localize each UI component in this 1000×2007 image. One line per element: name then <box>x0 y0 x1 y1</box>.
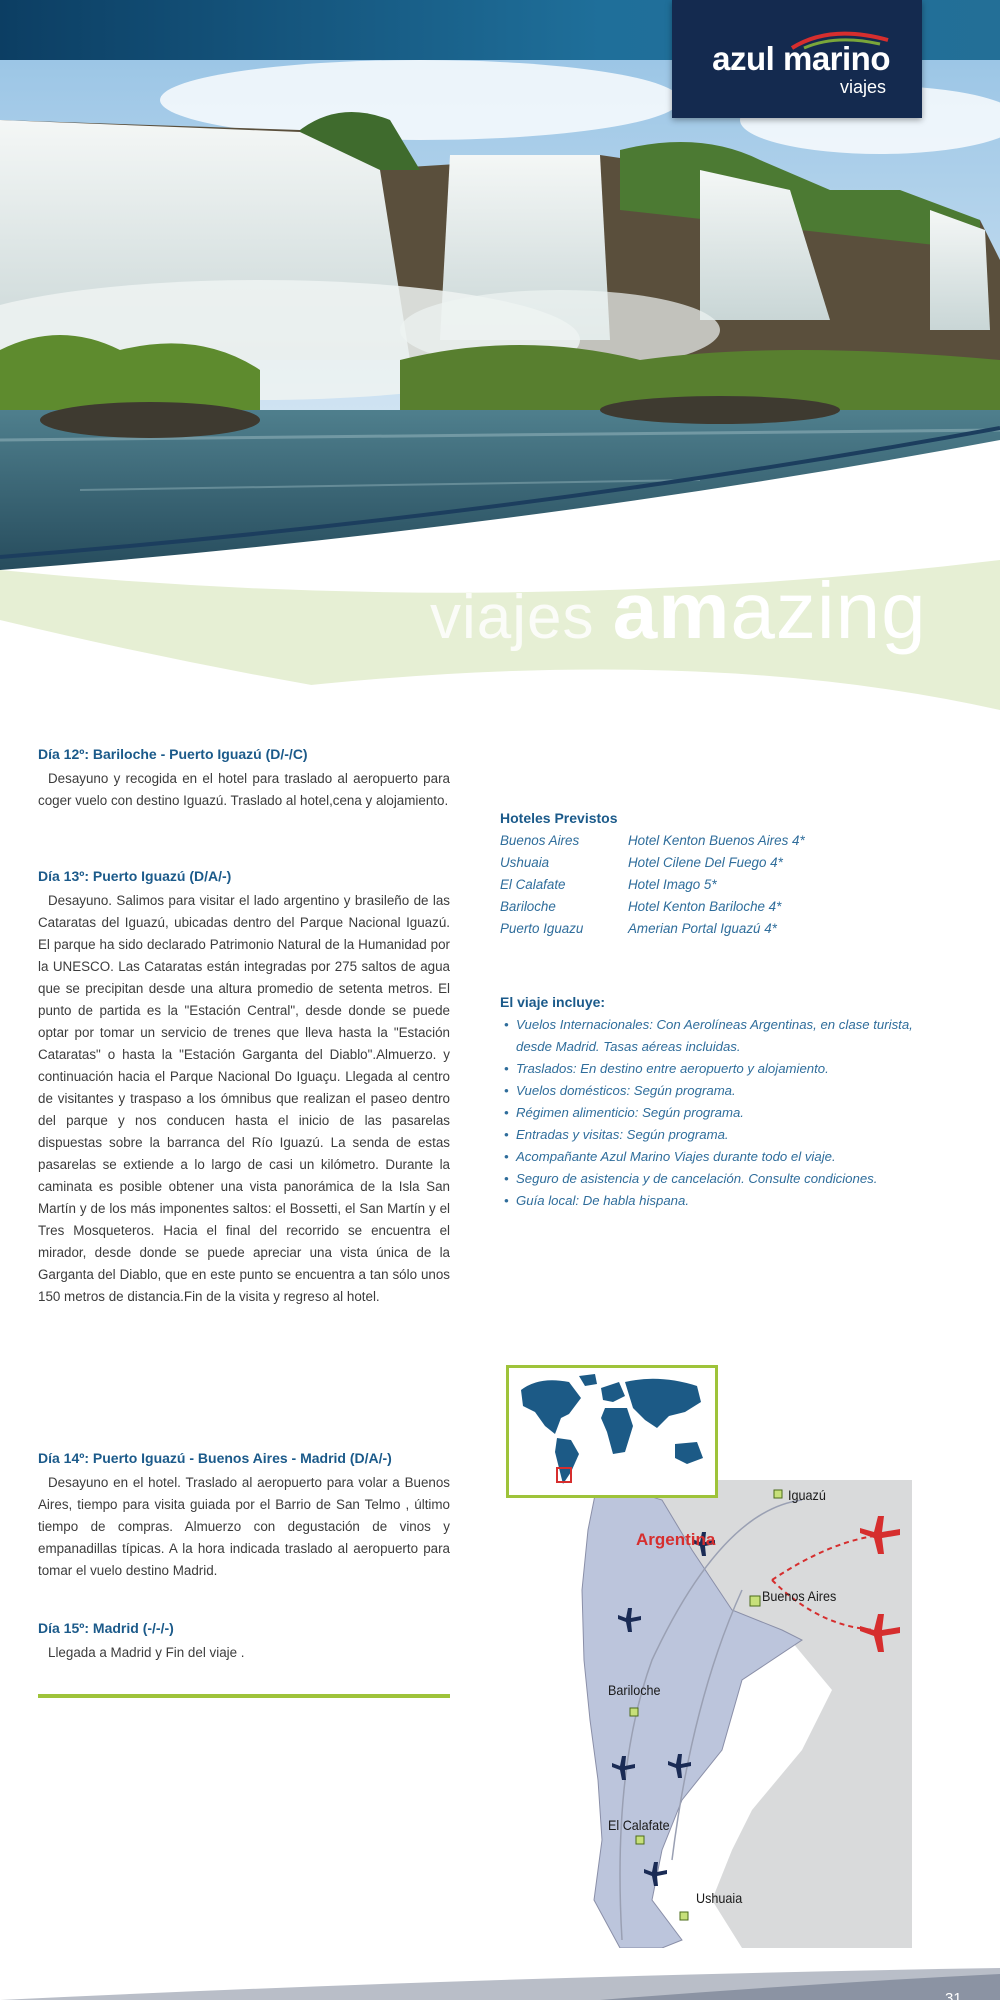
hero-photo <box>0 60 1000 580</box>
hotel-row: Ushuaia Hotel Cilene Del Fuego 4* <box>500 855 783 870</box>
day-title: Día 12º: Bariloche - Puerto Iguazú (D/-/C) <box>38 746 308 762</box>
includes-item: • Guía local: De habla hispana. <box>500 1190 940 1212</box>
argentina-map <box>502 1480 912 1948</box>
includes-item: • Régimen alimenticio: Según programa. <box>500 1102 940 1124</box>
day-title: Día 15º: Madrid (-/-/-) <box>38 1620 174 1636</box>
itinerary-day-13 <box>38 868 450 1308</box>
itinerary-day-14 <box>38 1450 450 1582</box>
hotels-section <box>500 810 960 940</box>
day-text: Llegada a Madrid y Fin del viaje . <box>48 1645 245 1660</box>
includes-item: • Vuelos domésticos: Según programa. <box>500 1080 940 1102</box>
hotel-row: Buenos Aires Hotel Kenton Buenos Aires 4* <box>500 833 805 848</box>
map-city-bariloche: Bariloche <box>608 1682 661 1698</box>
hotels-title: Hoteles Previstos <box>500 810 618 826</box>
includes-item: • Acompañante Azul Marino Viajes durante todo el viaje. <box>500 1146 940 1168</box>
day-text: Desayuno. Salimos para visitar el lado argentino y brasileño de las Cataratas del Iguazú, ubicadas dentro del Parque Nacional Iguazú. El parque ha sido declarado Patrimonio Natural de la Humanidad por la UNESCO. Las Cataratas están integradas por 275 saltos de agua que se precipitan desde una altura promedio de setenta metros. El punto de partida es la "Estación Central", desde donde se puede optar por tomar un servicio de trenes que lleva hasta la "Estación Cataratas" o hasta la "Estación Garganta del Diablo".Almuerzo. y continuación hacia el Parque Nacional Do Iguaçu. Llegada al centro de visitantes y traspaso a los ómnibus que realizan el paseo dentro del parque y nos conducen hasta el inicio de las pasarelas dispuestas sobre la barranca del Río Iguazú. La senda de estas pasarelas se extiende a lo largo de casi un kilómetro. Durante la caminata es posible obtener una vista panorámica de la Isla San Martín y de los más imponentes saltos: el Bossetti, el San Martín y el Tres Mosqueteros. Hacia el final del recorrido se encuentra el mirador, desde donde se puede apreciar una vista única de la Garganta del Diablo, que en este punto se encuentra a tan sólo unos 150 metros de distancia.Fin de la visita y regreso al hotel. <box>38 893 450 1304</box>
world-inset-map <box>506 1365 718 1498</box>
map-city-ushuaia: Ushuaia <box>696 1890 743 1906</box>
brand-sub: viajes <box>839 77 886 97</box>
includes-item: • Entradas y visitas: Según programa. <box>500 1124 940 1146</box>
day-title: Día 14º: Puerto Iguazú - Buenos Aires - Madrid (D/A/-) <box>38 1450 392 1466</box>
map-city-iguazu: Iguazú <box>788 1487 826 1503</box>
includes-item: • Traslados: En destino entre aeropuerto y alojamiento. <box>500 1058 940 1080</box>
footer-band <box>0 1968 1000 2000</box>
day-title: Día 13º: Puerto Iguazú (D/A/-) <box>38 868 232 884</box>
itinerary-day-12 <box>38 746 450 812</box>
section-divider <box>38 1694 450 1698</box>
includes-item: • Vuelos Internacionales: Con Aerolíneas Argentinas, en clase turista, desde Madrid. Tasas aéreas incluidas. <box>500 1014 940 1058</box>
map-city-el-calafate: El Calafate <box>608 1817 670 1833</box>
tagline: viajes amazing <box>430 566 927 655</box>
includes-item: • Seguro de asistencia y de cancelación. Consulte condiciones. <box>500 1168 940 1190</box>
includes-list <box>500 1014 940 1212</box>
map-title: Argentina <box>636 1530 716 1549</box>
brand-logo[interactable] <box>672 0 922 118</box>
page-number: 31 <box>945 1990 962 2007</box>
map-city-buenos-aires: Buenos Aires <box>762 1588 837 1604</box>
brand-name: azul marino <box>712 40 890 77</box>
includes-title: El viaje incluye: <box>500 994 606 1010</box>
itinerary-day-15 <box>38 1620 450 1664</box>
includes-section <box>500 994 940 1212</box>
hotel-row: Puerto Iguazu Amerian Portal Iguazú 4* <box>500 921 777 936</box>
hotel-row: Bariloche Hotel Kenton Bariloche 4* <box>500 899 782 914</box>
day-text: Desayuno en el hotel. Traslado al aeropuerto para volar a Buenos Aires, tiempo para visita guiada por el Barrio de San Telmo , último tiempo de compras. Almuerzo con degustación de vinos y empanadillas típicas. A la hora indicada traslado al aeropuerto para tomar el vuelo destino Madrid. <box>38 1475 450 1578</box>
hotel-row: El Calafate Hotel Imago 5* <box>500 877 717 892</box>
day-text: Desayuno y recogida en el hotel para traslado al aeropuerto para coger vuelo con destino Iguazú. Traslado al hotel,cena y alojamiento. <box>38 771 450 808</box>
